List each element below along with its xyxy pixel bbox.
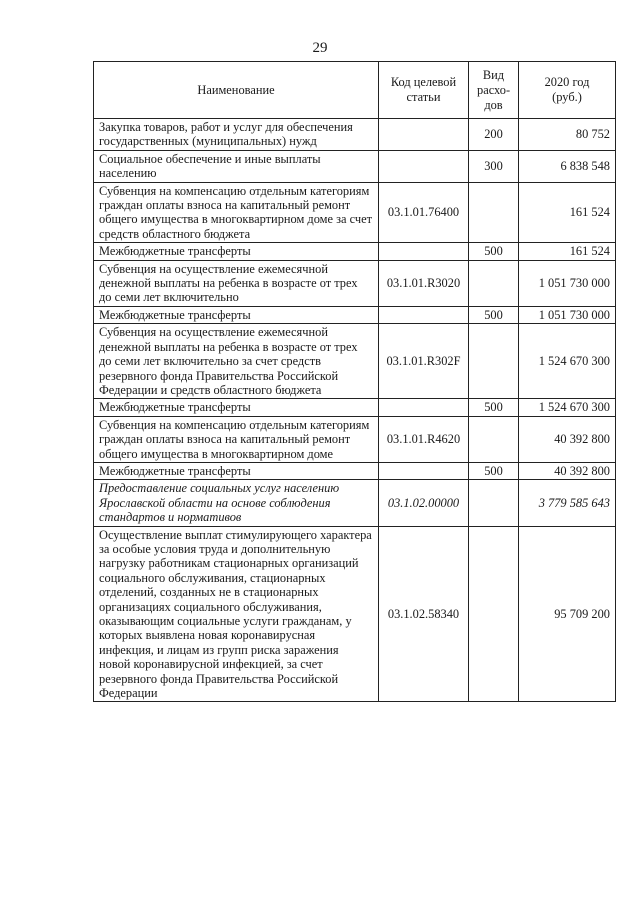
table-row [94,306,616,323]
row-name-cell: Социальное обеспечение и иные выплаты населению [94,150,379,182]
table-row [94,462,616,479]
row-name-cell: Субвенция на осуществление ежемесячной денежной выплаты на ребенка в возрасте от трех до семи лет включительно за счет средств резервного фонда Правительства Российской Федерации и средств областного бюджета [94,324,379,399]
row-amount-cell: 6 838 548 [519,150,616,182]
row-amount-cell: 40 392 800 [519,416,616,462]
row-amount-cell: 1 524 670 300 [519,399,616,416]
budget-table [93,61,616,702]
table-row [94,480,616,526]
row-name-cell: Закупка товаров, работ и услуг для обеспечения государственных (муниципальных) нужд [94,119,379,151]
table-row [94,324,616,399]
row-kind-cell [469,480,519,526]
row-name-cell: Межбюджетные трансферты [94,306,379,323]
row-name-cell: Межбюджетные трансферты [94,399,379,416]
row-amount-cell: 80 752 [519,119,616,151]
row-code-cell [379,462,469,479]
row-kind-cell [469,324,519,399]
row-kind-cell: 500 [469,306,519,323]
table-row [94,399,616,416]
row-amount-cell: 161 524 [519,243,616,260]
row-kind-cell [469,182,519,243]
row-name-cell: Субвенция на компенсацию отдельным категориям граждан оплаты взноса на капитальный ремонт общего имущества в многоквартирном доме за счет средств областного бюджета [94,182,379,243]
row-kind-cell: 300 [469,150,519,182]
row-kind-cell [469,260,519,306]
table-row [94,526,616,702]
row-code-cell [379,119,469,151]
header-name: Наименование [94,62,379,119]
table-row [94,119,616,151]
row-kind-cell [469,416,519,462]
row-code-cell: 03.1.02.58340 [379,526,469,702]
table-row [94,182,616,243]
row-code-cell: 03.1.02.00000 [379,480,469,526]
row-code-cell [379,243,469,260]
row-kind-cell: 500 [469,399,519,416]
row-amount-cell: 1 051 730 000 [519,306,616,323]
row-name-cell: Межбюджетные трансферты [94,243,379,260]
row-amount-cell: 1 524 670 300 [519,324,616,399]
page-number: 29 [312,40,328,56]
row-code-cell [379,150,469,182]
row-code-cell: 03.1.01.76400 [379,182,469,243]
row-kind-cell: 500 [469,243,519,260]
row-name-cell: Предоставление социальных услуг населению Ярославской области на основе соблюдения стандартов и нормативов [94,480,379,526]
row-amount-cell: 1 051 730 000 [519,260,616,306]
row-amount-cell: 40 392 800 [519,462,616,479]
row-amount-cell: 161 524 [519,182,616,243]
table-row [94,260,616,306]
row-name-cell: Субвенция на компенсацию отдельным категориям граждан оплаты взноса на капитальный ремонт общего имущества в многоквартирном доме [94,416,379,462]
row-amount-cell: 3 779 585 643 [519,480,616,526]
row-name-cell: Субвенция на осуществление ежемесячной денежной выплаты на ребенка в возрасте от трех до семи лет включительно [94,260,379,306]
row-kind-cell [469,526,519,702]
row-code-cell [379,399,469,416]
row-code-cell: 03.1.01.R3020 [379,260,469,306]
header-kind: Вид расхо-дов [469,62,519,119]
row-name-cell: Осуществление выплат стимулирующего характера за особые условия труда и дополнительную нагрузку работникам стационарных организаций социального обслуживания, стационарных отделений, созданных не в стационарных организациях социального обслуживания, оказывающим социальные услуги гражданам, у которых выявлена новая коронавирусная инфекция, и лицам из групп риска заражения новой коронавирусной инфекцией, за счет резервного фонда Правительства Российской Федерации [94,526,379,702]
row-code-cell [379,306,469,323]
row-code-cell: 03.1.01.R302F [379,324,469,399]
table-row [94,150,616,182]
row-name-cell: Межбюджетные трансферты [94,462,379,479]
table-header-row [94,62,616,119]
row-kind-cell: 200 [469,119,519,151]
row-code-cell: 03.1.01.R4620 [379,416,469,462]
header-code: Код целевой статьи [379,62,469,119]
header-amount: 2020 год (руб.) [519,62,616,119]
table-row [94,243,616,260]
row-amount-cell: 95 709 200 [519,526,616,702]
table-row [94,416,616,462]
row-kind-cell: 500 [469,462,519,479]
